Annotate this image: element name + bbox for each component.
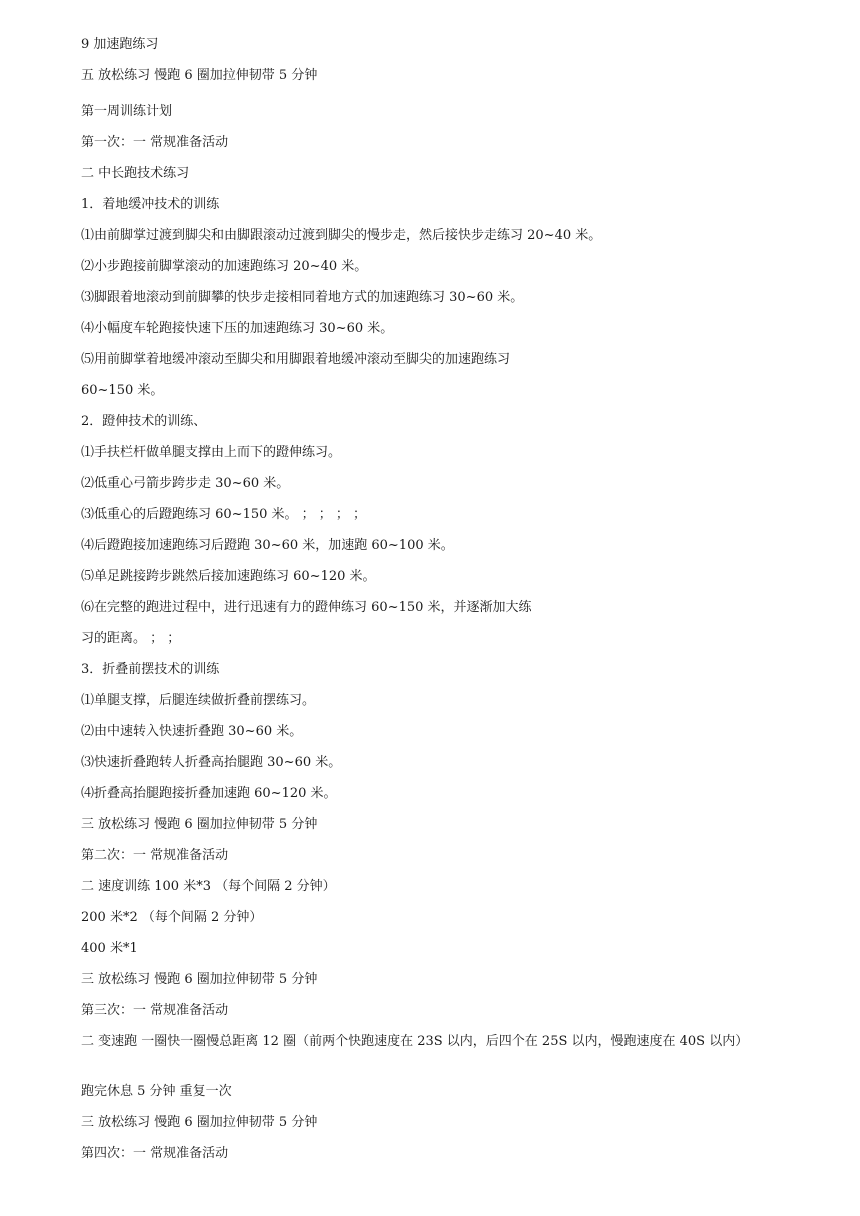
text-line: ⑵小步跑接前脚掌滚动的加速跑练习 20~40 米。	[81, 259, 368, 274]
text-line: ⑷后蹬跑接加速跑练习后蹬跑 30~60 米，加速跑 60~100 米。	[81, 538, 454, 553]
text-line: ⑹在完整的跑进过程中，进行迅速有力的蹬伸练习 60~150 米，并逐渐加大练	[81, 600, 532, 615]
text-line: 习的距离。 ； ；	[81, 631, 181, 646]
text-line: 3．折叠前摆技术的训练	[81, 662, 220, 677]
text-line: 三 放松练习 慢跑 6 圈加拉伸韧带 5 分钟	[81, 972, 318, 987]
text-line: ⑸单足跳接跨步跳然后接加速跑练习 60~120 米。	[81, 569, 376, 584]
text-line: 二 变速跑 一圈快一圈慢总距离 12 圈（前两个快跑速度在 23S 以内，后四个在 25S 以内，慢跑速度在 40S 以内）	[81, 1034, 749, 1049]
text-line: ⑸用前脚掌着地缓冲滚动至脚尖和用脚跟着地缓冲滚动至脚尖的加速跑练习	[81, 352, 511, 367]
text-line: 三 放松练习 慢跑 6 圈加拉伸韧带 5 分钟	[81, 1115, 318, 1130]
text-line: 9 加速跑练习	[81, 37, 159, 52]
text-line: ⑶低重心的后蹬跑练习 60~150 米。 ； ； ； ；	[81, 507, 367, 522]
text-line: 第三次：一 常规准备活动	[81, 1003, 229, 1018]
text-line: ⑵低重心弓箭步跨步走 30~60 米。	[81, 476, 290, 491]
text-line: 三 放松练习 慢跑 6 圈加拉伸韧带 5 分钟	[81, 817, 318, 832]
text-line: 2．蹬伸技术的训练、	[81, 414, 207, 429]
text-line: 五 放松练习 慢跑 6 圈加拉伸韧带 5 分钟	[81, 68, 318, 83]
text-line: 二 中长跑技术练习	[81, 166, 190, 181]
text-line: 二 速度训练 100 米*3 （每个间隔 2 分钟）	[81, 879, 336, 894]
text-line: 第四次：一 常规准备活动	[81, 1146, 229, 1161]
text-line: 1．着地缓冲技术的训练	[81, 197, 220, 212]
text-line: ⑴由前脚掌过渡到脚尖和由脚跟滚动过渡到脚尖的慢步走，然后接快步走练习 20~40 米。	[81, 228, 602, 243]
text-line: ⑷折叠高抬腿跑接折叠加速跑 60~120 米。	[81, 786, 337, 801]
text-line: ⑶快速折叠跑转人折叠高抬腿跑 30~60 米。	[81, 755, 342, 770]
text-line: 第一次：一 常规准备活动	[81, 135, 229, 150]
text-line: ⑴手扶栏杆做单腿支撑由上而下的蹬伸练习。	[81, 445, 342, 460]
text-line: 第一周训练计划	[81, 104, 173, 119]
text-line: ⑴单腿支撑，后腿连续做折叠前摆练习。	[81, 693, 316, 708]
text-line: ⑵由中速转入快速折叠跑 30~60 米。	[81, 724, 303, 739]
text-line: 跑完休息 5 分钟 重复一次	[81, 1084, 232, 1099]
text-line: 200 米*2 （每个间隔 2 分钟）	[81, 910, 263, 925]
text-line: 400 米*1	[81, 941, 138, 956]
text-line: ⑷小幅度车轮跑接快速下压的加速跑练习 30~60 米。	[81, 321, 394, 336]
text-line: 第二次：一 常规准备活动	[81, 848, 229, 863]
text-line: 60~150 米。	[81, 383, 164, 398]
text-line: ⑶脚跟着地滚动到前脚攀的快步走接相同着地方式的加速跑练习 30~60 米。	[81, 290, 524, 305]
